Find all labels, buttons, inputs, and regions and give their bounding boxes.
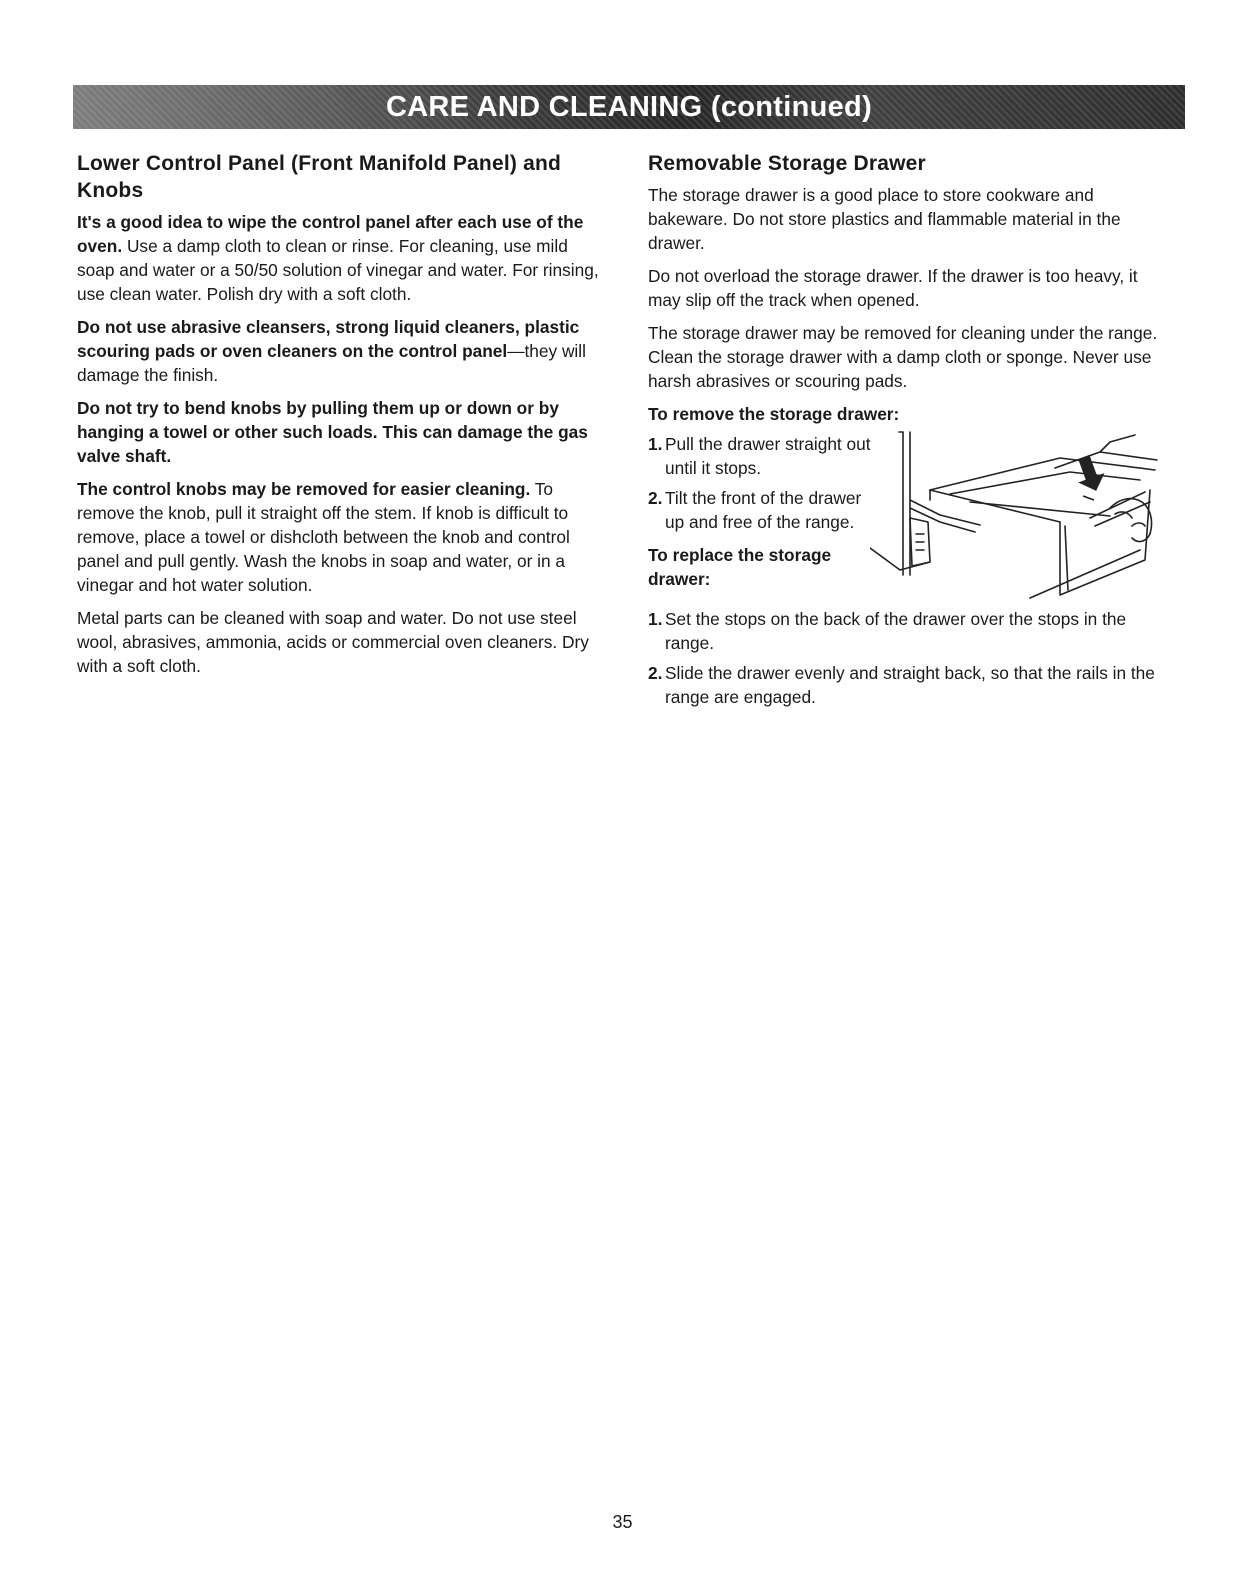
step-number: 1. <box>648 434 663 454</box>
wipe-panel-bold: It's a good idea to wipe the control panel after each use of the oven. <box>77 212 584 256</box>
remove-knobs-text: To remove the knob, pull it straight off the stem. If knob is difficult to remove, place a towel or dishcloth between the knob and control panel and pull gently. Wash the knobs in soap and water, or in a vinegar and hot water solution. <box>77 479 570 595</box>
bend-knobs-paragraph <box>77 396 602 468</box>
replace-drawer-heading: To replace the storage drawer: <box>648 545 832 589</box>
bend-knobs-bold: Do not try to bend knobs by pulling them up or down or by hanging a towel or other such loads. This can damage the gas valve shaft. <box>77 398 588 466</box>
list-item <box>648 486 883 534</box>
remove-knobs-paragraph <box>77 477 602 597</box>
drawer-paragraph-2: Do not overload the storage drawer. If the drawer is too heavy, it may slip off the track when opened. <box>648 266 1138 310</box>
storage-drawer-removal-illustration-icon <box>870 430 1160 615</box>
step-text: Set the stops on the back of the drawer over the stops in the range. <box>665 609 1127 653</box>
drawer-heading: Removable Storage Drawer <box>648 152 926 175</box>
drawer-paragraph-3: The storage drawer may be removed for cleaning under the range. Clean the storage drawer with a damp cloth or sponge. Never use harsh abrasives or scouring pads. <box>648 323 1158 391</box>
list-item <box>648 661 1168 709</box>
remove-knobs-bold: The control knobs may be removed for easier cleaning. <box>77 479 531 499</box>
step-number: 2. <box>648 663 663 683</box>
step-number: 1. <box>648 609 663 629</box>
page-number: 35 <box>612 1512 633 1532</box>
wipe-panel-text: Use a damp cloth to clean or rinse. For cleaning, use mild soap and water or a 50/50 solution of vinegar and water. For rinsing, use clean water. Polish dry with a soft cloth. <box>77 236 599 304</box>
wipe-panel-paragraph <box>77 210 602 306</box>
knobs-heading: Lower Control Panel (Front Manifold Panel) and Knobs <box>77 152 562 202</box>
remove-drawer-heading: To remove the storage drawer: <box>648 404 900 424</box>
replace-steps-list <box>648 607 1168 709</box>
drawer-paragraph-1: The storage drawer is a good place to store cookware and bakeware. Do not store plastics and flammable material in the drawer. <box>648 185 1121 253</box>
step-text: Pull the drawer straight out until it stops. <box>665 434 871 478</box>
left-column <box>77 150 602 687</box>
right-column <box>648 150 1168 718</box>
section-banner <box>73 85 1185 129</box>
remove-drawer-block <box>648 432 1168 607</box>
step-number: 2. <box>648 488 663 508</box>
metal-parts-paragraph: Metal parts can be cleaned with soap and water. Do not use steel wool, abrasives, ammonia, acids or commercial oven cleaners. Dry with a soft cloth. <box>77 608 589 676</box>
step-text: Tilt the front of the drawer up and free of the range. <box>665 488 862 532</box>
list-item <box>648 607 1168 655</box>
section-title: CARE AND CLEANING (continued) <box>385 90 873 123</box>
step-text: Slide the drawer evenly and straight back, so that the rails in the range are engaged. <box>665 663 1155 707</box>
no-abrasive-paragraph <box>77 315 602 387</box>
no-abrasive-text: —they will damage the finish. <box>77 341 586 385</box>
list-item <box>648 432 883 480</box>
remove-steps-list <box>648 432 883 534</box>
no-abrasive-bold: Do not use abrasive cleansers, strong liquid cleaners, plastic scouring pads or oven cleaners on the control panel <box>77 317 580 361</box>
